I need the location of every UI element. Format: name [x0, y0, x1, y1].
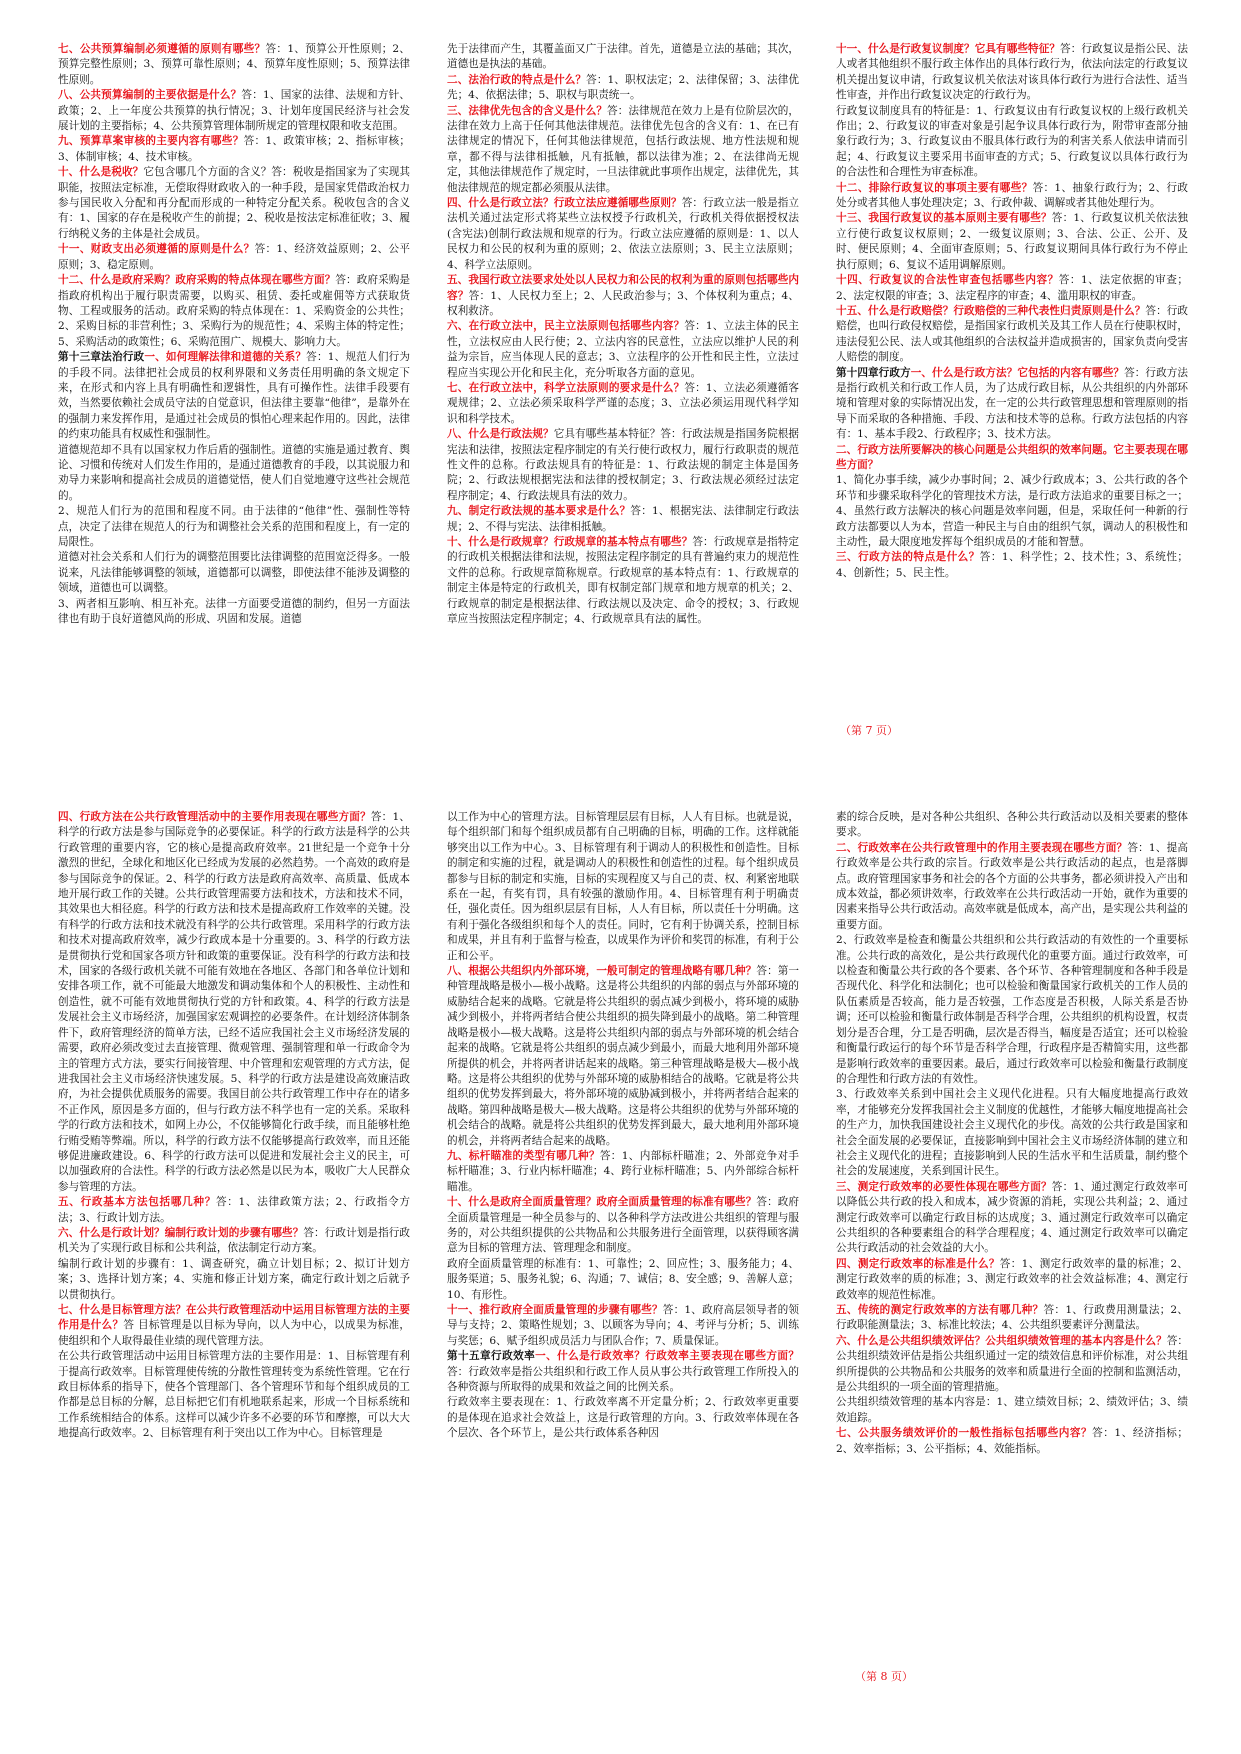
- answer-text: 1、简化办事手续，减少办事时间；2、减少行政成本；3、公共行政的各个环节和步骤采取科学化的管理技术方法，是行政方法追求的重要目标之一；4、虽然行政方法解决的核心问题是效率问题，但是，采取任何一种新的行政方法都要以人为本，营造一种民主与自由的组织气氛，调动人的积极性和主动性，最大限度地发挥每个组织成员的才能和智慧。: [836, 474, 1188, 548]
- answer-text: 3、两者相互影响、相互补充。法律一方面要受道德的制约，但另一方面法律也有助于良好道德风尚的形成、巩固和发展。道德: [58, 597, 410, 626]
- question-heading: 五、传统的测定行政效率的方法有哪几种？: [836, 1304, 1044, 1316]
- qa-paragraph: [836, 1334, 1188, 1396]
- question-heading: 八、公共预算编制的主要依据是什么？: [58, 89, 242, 102]
- qa-paragraph: [836, 473, 1188, 550]
- question-heading: 九、标杆瞄准的类型有哪几种？: [447, 1149, 600, 1162]
- answer-text: 答：法律规范在效力上是有位阶层次的，法律在效力上高于任何其他法律规范。法律优先包含的含义有：1、在已有法律规定的情况下，任何其他法律规范，包括行政法规、地方性法规和规章，都不得与法律相抵触，凡有抵触，都以法律为准；2、在法律尚无规定，其他法律规范作了规定时，一旦法律就此事项作出规定，法律优先，其他法律规范的规定都必须服从法律。: [447, 104, 799, 194]
- question-heading: 十一、什么是行政复议制度？它具有哪些特征？: [836, 43, 1061, 55]
- qa-paragraph: [447, 535, 799, 627]
- answer-text: 答：行政规章是指特定的行政机关根据法律和法规，按照法定程序制定的具有普遍约束力的规范性文件的总称。行政规章简称规章。行政规章的基本特点有：1、行政规章的制定主体是特定的行政机关，即有权制定部门规章和地方规章的机关；2、行政规章的制定是根据法律、行政法规以及决定、命令的授权；3、行政规章应当按照法定程序制定；4、行政规章具有法的属性。: [447, 536, 799, 626]
- answer-text: 2、行政效率是检查和衡量公共组织和公共行政活动的有效性的一个重要标准。公共行政的高效化，是公共行政现代化的重要方面。通过行政效率，可以检查和衡量公共行政的各个要素、各个环节、各种管理制度和各种手段是否现代化、科学化和法制化；也可以检验和衡量国家行政机关的工作人员的队伍素质是否较高，能力是否较强，工作态度是否积极，人际关系是否协调；还可以检验和衡量行政体制是否科学合理，公共组织的机构设置，权责划分是否合理，分工是否明确，层次是否得当，幅度是否适宜；还可以检验和衡量行政运行的每个环节是否科学合理，行政程序是否精简实用，这些都是影响行政效率的重要因素。最后，通过行政效率可以检验和衡量行政制度的合理性和行政方法的有效性。: [836, 934, 1188, 1085]
- qa-paragraph: [836, 1180, 1188, 1257]
- question-heading: 三、测定行政效率的必要性体现在哪些方面？: [836, 1180, 1052, 1193]
- answer-text: 答：1、国家的法律、法规和方针、政策；2、上一年度公共预算的执行情况；3、计划年度国民经济与社会发展计划的主要指标；4、公共预算管理体制所规定的管理权限和收支范围。: [58, 89, 410, 133]
- qa-paragraph: [447, 1257, 799, 1303]
- page-8-column-2: [447, 810, 799, 1670]
- qa-paragraph: [58, 1257, 410, 1303]
- page-8-column-3: [836, 810, 1188, 1670]
- answer-text: 以工作为中心的管理方法。目标管理层层有目标，人人有目标。也就是说，每个组织部门和每个组织成员都有自己明确的目标，明确的工作。这样就能够突出以工作为中心。3、目标管理有利于调动人的积极性和创造性。目标的制定和实施的过程，就是调动人的积极性和创造性的过程。每个组织成员都参与目标的制定和实施，目标的实现程度又与自己的责、权、利紧密地联系在一起，有奖有罚，具有较强的激励作用。4、目标管理有利于明确责任，强化责任。因为组织层层有目标，人人有目标，所以责任十分明确。这有利于强化各级组织和每个人的责任。同时，它有利于协调关系，控制目标和成果，并且有利于监督与检查，以成果作为评价和奖罚的标准，有利于公正和公平。: [447, 811, 799, 962]
- question-heading: 一、如何理解法律和道德的关系？: [144, 351, 307, 364]
- qa-paragraph: [447, 42, 799, 73]
- qa-paragraph: [447, 1395, 799, 1441]
- answer-text: 行政复议制度具有的特征是：1、行政复议由有行政复议权的上级行政机关作出；2、行政复议的审查对象是引起争议具体行政行为，附带审查部分抽象行政行为；3、行政复议由不服具体行政行为的利害关系人依法申请而引起；4、行政复议主要采用书面审查的方式；5、行政复议以具体行政行为的合法性和合理性为审查标准。: [836, 104, 1188, 179]
- answer-text: 答：第一种管理战略是极小—极小战略。这是将公共组织的内部的弱点与外部环境的威胁结合起来的战略。它就是将公共组织的弱点减少到极小，将环境的威胁减少到极小，并将两者结合使公共组织的损失降到最小的战略。第二种管理战略是极小—极大战略。这是将公共组织内部的弱点与外部环境的机会结合起来的战略。它就是将公共组织的弱点减少到最小，而最大地利用外部环境所提供的机会，并将两者讲话起来的战略。第三种管理战略是极大—极小战略。这是将公共组织的优势与外部环境的威胁相结合的战略。它就是将公共组织的优势发挥到最大，将外部环境的威胁减到极小，并将两者结合起来的战略。第四种战略是极大—极大战略。这是将公共组织的优势与外部环境的机会结合的战略。就是将公共组织的优势发挥到最大，最大地利用外部环境的机会，并将两者结合起来的战略。: [447, 965, 799, 1147]
- answer-text: 答：1、预算公开性原则；2、预算完整性原则；3、预算可靠性原则；4、预算年度性原则；5、预算法律性原则。: [58, 43, 410, 86]
- qa-paragraph: [447, 504, 799, 535]
- answer-text: 答：公共组织绩效评估是指公共组织通过一定的绩效信息和评价标准，对公共组织所提供的公共物品和公共服务的效率和质量进行全面的控制和监测活动，是公共组织的一项全面的管理措施。: [836, 1334, 1188, 1394]
- question-heading: 七、在行政立法中，科学立法原则的要求是什么？: [447, 381, 685, 394]
- qa-paragraph: [447, 1303, 799, 1349]
- qa-paragraph: [58, 504, 410, 550]
- qa-paragraph: [58, 810, 410, 1195]
- answer-text: 答：1、政府高层领导者的领导与支持；2、策略性规划；3、以顾客为导向；4、考评与分析；5、训练与奖惩；6、赋予组织成员活力与团队合作；7、质量保证。: [447, 1304, 799, 1347]
- qa-paragraph: [836, 810, 1188, 841]
- qa-paragraph: [447, 381, 799, 427]
- answer-text: 答：1、法律政策方法；2、行政指令方法；3、行政计划方法。: [58, 1196, 410, 1224]
- question-heading: 一、什么是行政方法？它包括的内容有哪些？: [910, 366, 1125, 379]
- question-heading: 十四、行政复议的合法性审查包括哪些内容？: [836, 274, 1059, 287]
- answer-text: 答：1、根据宪法、法律制定行政法规；2、不得与宪法、法律相抵触。: [447, 505, 799, 533]
- answer-text: 答：1、政策审核；2、指标审核；3、体制审核；4、技术审核。: [58, 135, 410, 163]
- answer-text: 政府全面质量管理的标准有：1、可靠性；2、回应性；3、服务能力；4、服务渠道；5、服务礼貌；6、沟通；7、诚信；8、安全感；9、善解人意；10、有形性。: [447, 1257, 799, 1301]
- question-heading: 五、我国行政立法要求处处以人民权力和公民的权利为重的原则包括哪些内容？: [447, 274, 799, 302]
- qa-paragraph: [836, 211, 1188, 273]
- qa-paragraph: [58, 350, 410, 442]
- question-heading: 二、法治行政的特点是什么？: [447, 73, 587, 86]
- answer-text: 答：1、立法主体的民主性，立法权应由人民行使；2、立法内容的民意性，立法应以维护人民的利益为宗旨，应当体现人民的意志；3、立法程序的公开性和民主性，立法过程应当实现公开化和民主化，充分听取各方面的意见。: [447, 320, 799, 379]
- question-heading: 二、行政效率在公共行政管理中的作用主要表现在哪些方面？: [836, 841, 1128, 854]
- question-heading: 九、预算草案审核的主要内容有哪些？: [58, 135, 244, 148]
- question-heading: 六、在行政立法中，民主立法原则包括哪些内容？: [447, 320, 685, 333]
- qa-paragraph: [447, 196, 799, 273]
- qa-paragraph: [58, 242, 410, 273]
- answer-text: 2、规范人们行为的范围和程度不同。由于法律的“他律”性、强制性等特点，决定了法律在规范人的行为和调整社会关系的范围和程度上，有一定的局限性。: [58, 505, 410, 548]
- qa-paragraph: [836, 1087, 1188, 1179]
- answer-text: 答 目标管理是以目标为导向，以人为中心，以成果为标准，使组织和个人取得最佳业绩的现代管理方法。: [58, 1319, 410, 1347]
- answer-text: 它具有哪些基本特征？答：行政法规是指国务院根据宪法和法律，按照法定程序制定的有关行使行政权力，履行行政职责的规范性文件的总称。行政法规具有的特征是：1、行政法规的制定主体是国务院；2、行政法规根据宪法和法律的授权制定；3、行政法规必须经过法定程序制定；4、行政法规具有法的效力。: [447, 428, 799, 502]
- answer-text: 道德对社会关系和人们行为的调整范围要比法律调整的范围宽泛得多。一般说来，凡法律能够调整的领域，道德都可以调整，即使法律不能涉及调整的领域，道德也可以调整。: [58, 551, 410, 595]
- question-heading: 十、什么是政府全面质量管理？政府全面质量管理的标准有哪些？: [447, 1196, 757, 1209]
- qa-paragraph: [836, 42, 1188, 104]
- answer-text: 答：1、经济效益原则；2、公平原则；3、稳定原则。: [58, 243, 410, 271]
- answer-text: 答：1、人民权力至上；2、人民政治参与；3、个体权利为重点；4、权利救济。: [447, 289, 799, 317]
- page-7-column-3: [836, 42, 1188, 780]
- qa-paragraph: [58, 443, 410, 505]
- qa-paragraph: [836, 304, 1188, 366]
- question-heading: 八、根据公共组织内外部环境，一般可制定的管理战略有哪几种？: [447, 965, 757, 978]
- answer-text: 先于法律而产生，其覆盖面又广于法律。首先，道德是立法的基础；其次，道德也是执法的基础。: [447, 43, 799, 71]
- page-7-column-1: [58, 42, 410, 780]
- answer-text: 答：1、职权法定；2、法律保留；3、法律优先；4、依据法律；5、职权与职责统一。: [447, 73, 799, 102]
- question-heading: 十二、排除行政复议的事项主要有哪些？: [836, 181, 1033, 194]
- qa-paragraph: [447, 1195, 799, 1257]
- question-heading: 十、什么是行政规章？行政规章的基本特点有哪些？: [447, 536, 693, 548]
- answer-text: 答：1、通过测定行政效率可以降低公共行政的投入和成本，减少资源的消耗，实现公共利益；2、通过测定行政效率可以确定行政目标的达成度；3、通过测定行政效率可以确定公共组织的各种要素组合的科学合理程度；4、通过测定行政效率可以确定公共行政活动的社会效益的大小。: [836, 1180, 1188, 1255]
- qa-paragraph: [447, 273, 799, 319]
- answer-text: 答：1、科学性；2、技术性；3、系统性；4、创新性；5、民主性。: [836, 551, 1188, 579]
- question-heading: 七、公共服务绩效评价的一般性指标包括哪些内容？: [836, 1427, 1093, 1440]
- answer-text: 答：1、测定行政效率的量的标准；2、测定行政效率的质的标准；3、测定行政效率的社会效益标准；4、测定行政效率的规范性标准。: [836, 1257, 1188, 1301]
- chapter-heading: 第十四章行政方: [836, 366, 911, 379]
- qa-paragraph: [447, 810, 799, 964]
- page-8-section: [58, 810, 1188, 1690]
- qa-paragraph: [58, 1349, 410, 1441]
- qa-paragraph: [58, 273, 410, 350]
- qa-paragraph: [58, 165, 410, 242]
- page-number-7: （第 7 页）: [840, 724, 898, 737]
- qa-paragraph: [447, 73, 799, 104]
- answer-text: 答：行政方法是指行政机关和行政工作人员，为了达成行政目标，从公共组织的内外部环境和管理对象的实际情况出发，在一定的公共行政管理思想和管理原则的指导下而采取的各种措施、手段、方法和技术等的总称。行政方法包括的内容有：1、基本手段2、行政程序；3、技术方法。: [836, 366, 1188, 441]
- answer-text: 答：1、内部标杆瞄准；2、外部竞争对手标杆瞄准；3、行业内标杆瞄准；4、跨行业标杆瞄准；5、内外部综合标杆瞄准。: [447, 1149, 799, 1193]
- page-number-8: （第 8 页）: [855, 1670, 913, 1683]
- qa-paragraph: [58, 1303, 410, 1349]
- question-heading: 一、什么是行政效率？行政效率主要表现在哪些方面？: [535, 1350, 799, 1363]
- question-heading: 三、法律优先包含的含义是什么？: [447, 104, 608, 117]
- qa-paragraph: [58, 597, 410, 628]
- qa-paragraph: [447, 319, 799, 381]
- question-heading: 四、行政方法在公共行政管理活动中的主要作用表现在哪些方面？: [58, 811, 371, 823]
- question-heading: 八、什么是行政法规？: [447, 428, 554, 441]
- question-heading: 四、什么是行政立法？行政立法应遵循哪些原则？: [447, 197, 682, 210]
- answer-text: 答：政府全面质量管理是一种全员参与的、以各种科学方法改进公共组织的管理与服务的，对公共组织提供的公共物品和公共服务进行全面管理，以获得顾客满意为目标的管理方法、管理理念和制度。: [447, 1196, 799, 1255]
- answer-text: 答：行政赔偿，也叫行政侵权赔偿，是指国家行政机关及其工作人员在行使职权时，违法侵犯公民、法人或其他组织的合法权益并造成损害的，国家负责向受害人赔偿的制度。: [836, 304, 1188, 364]
- qa-paragraph: [836, 181, 1188, 212]
- qa-paragraph: [447, 1149, 799, 1195]
- answer-text: 它包含哪几个方面的含义？答：税收是指国家为了实现其职能，按照法定标准，无偿取得财政收入的一种手段，是国家凭借政治权力参与国民收入分配和再分配而形成的一种特定分配关系。税收包含的含义有：1、国家的存在是税收产生的前提；2、税收是按法定标准征收；3、履行纳税义务的主体是社会成员。: [58, 166, 410, 240]
- answer-text: 素的综合反映，是对各种公共组织、各种公共行政活动以及相关要素的整体要求。: [836, 811, 1188, 839]
- question-heading: 十三、我国行政复议的基本原则主要有哪些？: [836, 212, 1052, 225]
- answer-text: 答：1、行政费用测量法；2、行政职能测量法；3、标准比较法；4、公共组织要素评分测量法。: [836, 1304, 1188, 1332]
- answer-text: 答：1、立法必须遵循客观规律；2、立法必须采取科学严谨的态度；3、立法必须运用现代科学知识和科学技术。: [447, 381, 799, 425]
- question-heading: 二、行政方法所要解决的核心问题是公共组织的效率问题。它主要表现在哪些方面？: [836, 443, 1188, 471]
- answer-text: 答：1、经济指标；2、效率指标；3、公平指标；4、效能指标。: [836, 1427, 1188, 1455]
- answer-text: 答：1、抽象行政行为；2、行政处分或者其他人事处理决定；3、行政仲裁、调解或者其他处理行为。: [836, 181, 1188, 210]
- answer-text: 行政效率主要表现在：1、行政效率离不开定量分析；2、行政效率更重要的是体现在追求社会效益上，这是行政管理的方向。3、行政效率体现在各个层次、各个环节上，是公共行政体系各种因: [447, 1396, 799, 1440]
- answer-text: 答：1、规范人们行为的手段不同。法律把社会成员的权利界限和义务责任用明确的条文规定下来，在形式和内容上具有明确性和逻辑性，具有可操作性。法律手段要有效，当然要依赖社会成员守法的自觉意识，但法律主要靠“他律”，是靠外在的强制力来发挥作用，是通过社会成员的惧怕心理来起作用的。因此，法律的约束功能具有权威性和强制性。: [58, 351, 410, 441]
- qa-paragraph: [836, 1303, 1188, 1334]
- qa-paragraph: [58, 1195, 410, 1226]
- question-heading: 七、公共预算编制必须遵循的原则有哪些？: [58, 43, 266, 55]
- answer-text: 道德规范却不具有以国家权力作后盾的强制性。道德的实施是通过教育、舆论、习惯和传统对人们发生作用的，是通过道德教育的手段，以其说服力和劝导力来影响和提高社会成员的道德觉悟，使人们自觉地遵守这些社会规范的。: [58, 443, 410, 502]
- question-heading: 十一、财政支出必须遵循的原则是什么？: [58, 243, 255, 256]
- answer-text: 答：1、科学的行政方法是参与国际竞争的必要保证。科学的行政方法是科学的公共行政管理的重要内容，它的核心是提高政府效率。21世纪是一个竞争十分激烈的世纪，全球化和地区化已经成为发展的必然趋势。一个高效的政府是参与国际竞争的保证。2、科学的行政方法是政府高效率、高质量、低成本地开展行政工作的关键。公共行政管理需要方法和技术，方法和技术不同，其效果也大相径庭。科学的行政方法和技术是提高政府工作效率的关键。没有科学的行政方法和技术就没有科学的公共行政管理。采用科学的行政方法和技术对提高政府效率，减少行政成本是十分重要的。3、科学的行政方法是贯彻执行党和国家各项方针和政策的重要保证。没有科学的行政方法和技术，国家的各级行政机关就不可能有效地在各地区、各部门和各单位计划和安排各项工作，就不可能最大地激发和调动集体和个人的积极性、主动性和创造性，就不可能有效地贯彻执行党的方针和政策。4、科学的行政方法是发展社会主义市场经济，加强国家宏观调控的必要条件。在计划经济体制条件下，政府管理经济的简单方法，已经不适应我国社会主义市场经济发展的需要，政府必须改变过去直接管理、微观管理、强制管理和单一行政命令为主的管理方式方法，要实行间接管理、中介管理和宏观管理的方式方法，促进我国社会主义市场经济快速发展。5、科学的行政方法是建设高效廉洁政府，为社会提供优质服务的需要。我国目前公共行政管理工作中存在的诸多不正作风，原因是多方面的，但与行政方法不科学也有一定的关系。采取科学的行政方法和技术，如网上办公，不仅能够简化行政手续，而且能够杜绝行贿受贿等弊端。所以，科学的行政方法不仅能够提高行政效率，而且还能够促进廉政建设。6、科学的行政方法可以促进和发展社会主义的民主，可以加强政府的合法性。科学的行政方法必然是以民为本，吸收广大人民群众参与管理的方法。: [58, 811, 410, 1193]
- question-heading: 十一、推行政府全面质量管理的步骤有哪些？: [447, 1304, 663, 1316]
- qa-paragraph: [836, 104, 1188, 181]
- answer-text: 答：1、提高行政效率是公共行政的宗旨。行政效率是公共行政活动的起点，也是落脚点。政府管理国家事务和社会的各个方面的公共事务，都必须讲投入产出和成本效益，都必须讲效率，行政效率在公共行政活动一开始，就作为重要的因素来指导公共行政活动。高效率就是低成本，高产出，是实现公共利益的重要方面。: [836, 841, 1188, 931]
- page-7-section: [58, 42, 1188, 780]
- answer-text: 答：行政复议是指公民、法人或者其他组织不服行政主体作出的具体行政行为，依法向法定的行政复议机关提出复议申请，行政复议机关依法对该具体行政行为进行合法性、适当性审查，并作出行政复议决定的行政行为。: [836, 43, 1188, 102]
- qa-paragraph: [58, 550, 410, 596]
- question-heading: 九、制定行政法规的基本要求是什么？: [447, 505, 631, 518]
- qa-paragraph: [58, 42, 410, 88]
- qa-paragraph: [447, 964, 799, 1149]
- answer-text: 答：行政计划是指行政机关为了实现行政目标和公共利益，依法制定行动方案。: [58, 1226, 410, 1255]
- question-heading: 六、什么是公共组织绩效评估？公共组织绩效管理的基本内容是什么？: [836, 1334, 1167, 1347]
- qa-paragraph: [836, 273, 1188, 304]
- answer-text: 答：1、法定依据的审查；2、法定权限的审查；3、法定程序的审查；4、滥用职权的审查。: [836, 274, 1188, 302]
- chapter-heading: 第十三章法治行政: [58, 351, 145, 364]
- answer-text: 公共组织绩效管理的基本内容是：1、建立绩效目标；2、绩效评估；3、绩效追踪。: [836, 1396, 1188, 1424]
- question-heading: 七、什么是目标管理方法？在公共行政管理活动中运用目标管理方法的主要作用是什么？: [58, 1304, 410, 1332]
- qa-paragraph: [836, 443, 1188, 474]
- qa-paragraph: [447, 1349, 799, 1395]
- qa-paragraph: [58, 134, 410, 165]
- question-heading: 四、测定行政效率的标准是什么？: [836, 1257, 1000, 1270]
- answer-text: 答：1、行政复议机关依法独立行使行政复议权原则；2、一级复议原则；3、合法、公正、公开、及时、便民原则；4、全面审查原则；5、行政复议期间具体行政行为不停止执行原则；6、复议不适用调解原则。: [836, 212, 1188, 271]
- answer-text: 编制行政计划的步骤有：1、调查研究，确立计划目标；2、拟订计划方案；3、选择计划方案；4、实施和修正计划方案，确定行政计划之后就予以贯彻执行。: [58, 1257, 410, 1301]
- question-heading: 十、什么是税收？: [58, 166, 144, 179]
- answer-text: 答：行政效率是指公共组织和行政工作人员从事公共行政管理工作所投入的各种资源与所取得的成果和效益之间的比例关系。: [447, 1365, 799, 1394]
- qa-paragraph: [836, 550, 1188, 581]
- question-heading: 五、行政基本方法包括哪几种？: [58, 1196, 216, 1209]
- chapter-heading: 第十五章行政效率: [447, 1350, 536, 1363]
- answer-text: 3、行政效率关系到中国社会主义现代化进程。只有大幅度地提高行政效率，才能够充分发挥我国社会主义制度的优越性，才能够大幅度地提高社会的生产力，加快我国建设社会主义现代化的步伐。高效的公共行政是国家和社会全面发展的必要保证，直接影响到中国社会主义市场经济体制的建立和社会主义现代化的进程；直接影响到人民的生活水平和生活质量，制约整个社会的发展速度，关系到国计民生。: [836, 1088, 1188, 1178]
- qa-paragraph: [447, 104, 799, 196]
- qa-paragraph: [836, 1395, 1188, 1426]
- qa-paragraph: [58, 1226, 410, 1257]
- question-heading: 十二、什么是政府采购？政府采购的特点体现在哪些方面？: [58, 274, 336, 287]
- qa-paragraph: [836, 1257, 1188, 1303]
- qa-paragraph: [58, 88, 410, 134]
- answer-text: 答：政府采购是指政府机构出于履行职责需要，以购买、租赁、委托或雇佣等方式获取货物、工程或服务的活动。政府采购的特点体现在：1、采购资金的公共性；2、采购目标的非营利性；3、采购行为的规范性；4、采购主体的特定性；5、采购活动的政策性；6、采购范围广、规模大、影响力大。: [58, 274, 410, 348]
- qa-paragraph: [836, 933, 1188, 1087]
- answer-text: 答：行政立法一般是指立法机关通过法定形式将某些立法权授予行政机关，行政机关得依据授权法(含宪法)创制行政法规和规章的行为。行政立法应遵循的原则是：1、以人民权力和公民的权利为重的原则；2、依法立法原则；3、民主立法原则；4、科学立法原则。: [447, 197, 799, 271]
- qa-paragraph: [447, 427, 799, 504]
- qa-paragraph: [836, 841, 1188, 933]
- qa-paragraph: [836, 366, 1188, 443]
- page-7-column-2: [447, 42, 799, 780]
- question-heading: 六、什么是行政计划？编制行政计划的步骤有哪些？: [58, 1226, 304, 1239]
- question-heading: 十五、什么是行政赔偿？行政赔偿的三种代表性归责原则是什么？: [836, 304, 1146, 317]
- qa-paragraph: [836, 1426, 1188, 1457]
- page-8-column-1: [58, 810, 410, 1670]
- answer-text: 在公共行政管理活动中运用目标管理方法的主要作用是：1、目标管理有利于提高行政效率。目标管理使传统的分散性管理转变为系统性管理。它在行政目标体系的指导下，使各个管理部门、各个管理环节和每个组织成员的工作都是总目标的分解，总目标把它们有机地联系起来，形成一个目标系统和工作系统相结合的体系。这样可以减少许多不必要的环节和摩擦，可以大大地提高行政效率。2、目标管理有利于突出以工作为中心。目标管理是: [58, 1350, 410, 1440]
- question-heading: 三、行政方法的特点是什么？: [836, 551, 980, 564]
